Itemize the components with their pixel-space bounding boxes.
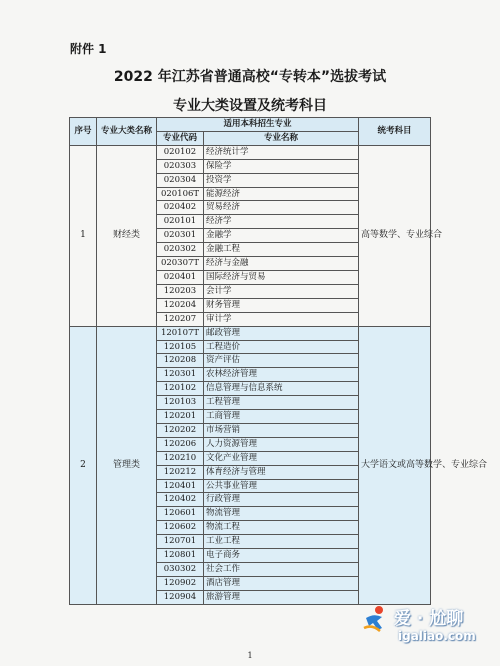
major-code: 120107T [157, 326, 204, 340]
major-name: 酒店管理 [204, 576, 359, 590]
table-row [70, 145, 431, 159]
major-name: 财务管理 [204, 298, 359, 312]
major-code: 120301 [157, 368, 204, 382]
major-name: 旅游管理 [204, 590, 359, 604]
major-code: 120204 [157, 298, 204, 312]
major-code: 120105 [157, 340, 204, 354]
group-category: 管理类 [97, 326, 157, 604]
major-code: 120202 [157, 423, 204, 437]
watermark [360, 600, 500, 660]
group-seq: 1 [70, 145, 97, 326]
major-code: 020302 [157, 243, 204, 257]
major-code: 120401 [157, 479, 204, 493]
major-code: 120902 [157, 576, 204, 590]
major-code: 020402 [157, 201, 204, 215]
group-subjects: 高等数学、专业综合 [359, 145, 431, 326]
major-name: 保险学 [204, 159, 359, 173]
watermark-url: igaliao.com [398, 629, 476, 643]
major-name: 金融学 [204, 229, 359, 243]
major-name: 审计学 [204, 312, 359, 326]
running-figure-logo-icon [360, 604, 390, 634]
attachment-label: 附件 1 [70, 42, 107, 56]
group-subjects: 大学语文或高等数学、专业综合 [359, 326, 431, 604]
major-name: 工商管理 [204, 410, 359, 424]
major-code: 020307T [157, 257, 204, 271]
major-code: 020401 [157, 270, 204, 284]
major-name: 贸易经济 [204, 201, 359, 215]
header-code: 专业代码 [157, 131, 204, 145]
major-code: 120601 [157, 507, 204, 521]
major-name: 人力资源管理 [204, 437, 359, 451]
header-seq: 序号 [70, 118, 97, 146]
major-code: 120602 [157, 521, 204, 535]
major-name: 会计学 [204, 284, 359, 298]
major-code: 120201 [157, 410, 204, 424]
table-row [70, 326, 431, 340]
major-code: 120206 [157, 437, 204, 451]
watermark-brand: 爱 · 尬聊 [394, 609, 464, 629]
major-name: 经济与金融 [204, 257, 359, 271]
document-subtitle: 专业大类设置及统考科目 [173, 98, 327, 114]
major-code: 120801 [157, 549, 204, 563]
major-name: 金融工程 [204, 243, 359, 257]
major-code: 120210 [157, 451, 204, 465]
major-name: 投资学 [204, 173, 359, 187]
major-name: 社会工作 [204, 563, 359, 577]
major-name: 工程管理 [204, 396, 359, 410]
major-name: 经济学 [204, 215, 359, 229]
major-code: 120701 [157, 535, 204, 549]
major-code: 120207 [157, 312, 204, 326]
majors-table [69, 117, 488, 605]
major-name: 农林经济管理 [204, 368, 359, 382]
major-name: 国际经济与贸易 [204, 270, 359, 284]
major-name: 经济统计学 [204, 145, 359, 159]
header-applicable: 适用本科招生专业 [157, 118, 359, 132]
major-name: 能源经济 [204, 187, 359, 201]
major-code: 120203 [157, 284, 204, 298]
header-category: 专业大类名称 [97, 118, 157, 146]
group-category: 财经类 [97, 145, 157, 326]
group-seq: 2 [70, 326, 97, 604]
header-major: 专业名称 [204, 131, 359, 145]
major-code: 120212 [157, 465, 204, 479]
major-code: 120102 [157, 382, 204, 396]
major-code: 120103 [157, 396, 204, 410]
major-code: 030302 [157, 563, 204, 577]
major-code: 120208 [157, 354, 204, 368]
major-code: 020102 [157, 145, 204, 159]
major-name: 工程造价 [204, 340, 359, 354]
major-name: 资产评估 [204, 354, 359, 368]
major-name: 电子商务 [204, 549, 359, 563]
major-name: 物流工程 [204, 521, 359, 535]
major-name: 邮政管理 [204, 326, 359, 340]
major-name: 体育经济与管理 [204, 465, 359, 479]
major-code: 020304 [157, 173, 204, 187]
major-name: 文化产业管理 [204, 451, 359, 465]
major-name: 物流管理 [204, 507, 359, 521]
major-code: 020301 [157, 229, 204, 243]
major-code: 120904 [157, 590, 204, 604]
major-code: 120402 [157, 493, 204, 507]
major-code: 020101 [157, 215, 204, 229]
major-name: 行政管理 [204, 493, 359, 507]
major-name: 公共事业管理 [204, 479, 359, 493]
major-name: 信息管理与信息系统 [204, 382, 359, 396]
page-number: 1 [247, 651, 253, 660]
major-code: 020303 [157, 159, 204, 173]
header-subjects: 统考科目 [359, 118, 431, 146]
major-code: 020106T [157, 187, 204, 201]
major-name: 市场营销 [204, 423, 359, 437]
document-title: 2022 年江苏省普通高校“专转本”选拔考试 [113, 69, 387, 85]
major-name: 工业工程 [204, 535, 359, 549]
